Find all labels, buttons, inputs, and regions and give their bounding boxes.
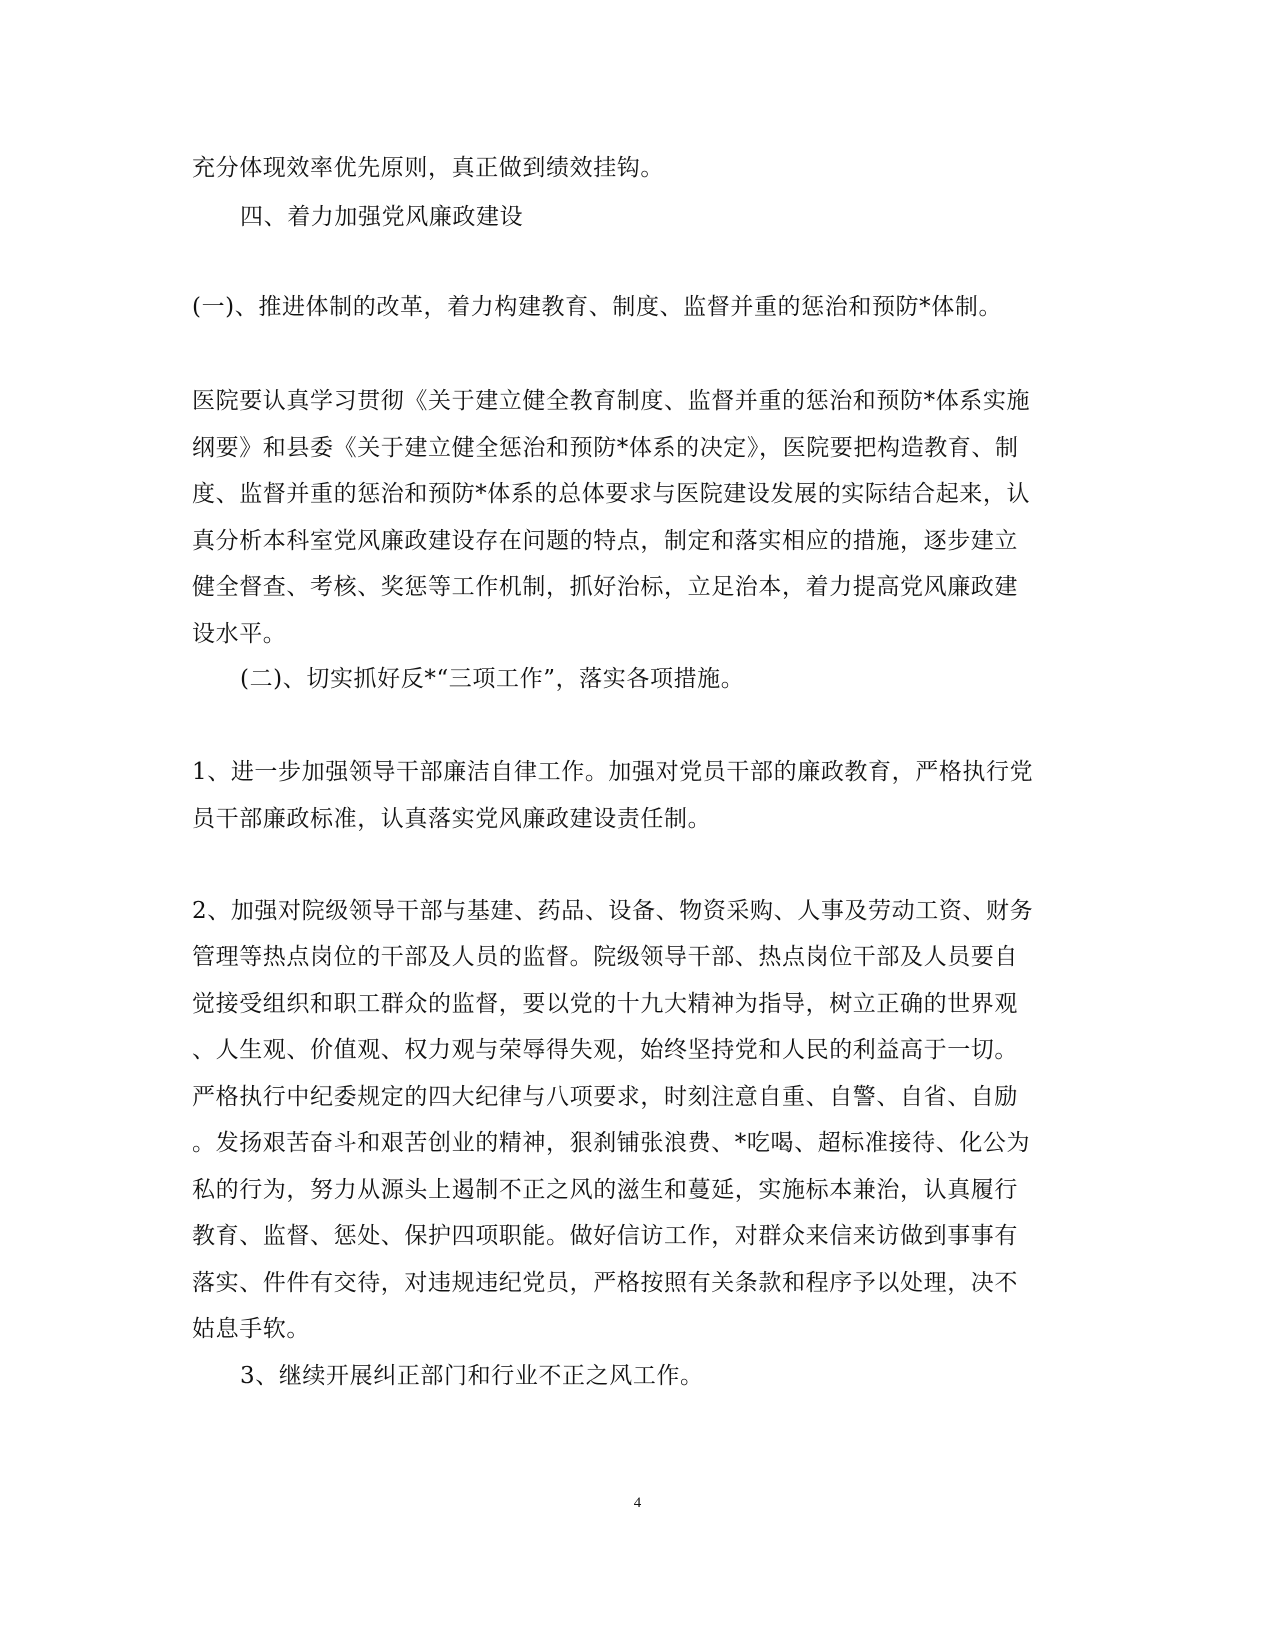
paragraph-line: 医院要认真学习贯彻《关于建立健全教育制度、监督并重的惩治和预防*体系实施: [192, 388, 1031, 414]
paragraph-line: 员干部廉政标准，认真落实党风廉政建设责任制。: [192, 806, 712, 832]
paragraph-line: 觉接受组织和职工群众的监督，要以党的十九大精神为指导，树立正确的世界观: [192, 991, 1018, 1017]
subsection-heading: (一)、推进体制的改革，着力构建教育、制度、监督并重的惩治和预防*体制。: [192, 294, 1003, 320]
paragraph-line: 1、进一步加强领导干部廉洁自律工作。加强对党员干部的廉政教育，严格执行党: [192, 759, 1034, 785]
paragraph-line: 纲要》和县委《关于建立健全惩治和预防*体系的决定》，医院要把构造教育、制: [192, 435, 1019, 461]
paragraph-line: 管理等热点岗位的干部及人员的监督。院级领导干部、热点岗位干部及人员要自: [192, 944, 1018, 970]
paragraph-line: 姑息手软。: [192, 1316, 310, 1342]
paragraph-line: 设水平。: [192, 621, 287, 647]
section-heading: 四、着力加强党风廉政建设: [240, 204, 524, 230]
subsection-heading: (二)、切实抓好反*“三项工作”，落实各项措施。: [240, 666, 745, 692]
paragraph-line: 。发扬艰苦奋斗和艰苦创业的精神，狠刹铺张浪费、*吃喝、超标准接待、化公为: [192, 1130, 1031, 1156]
paragraph-line: 真分析本科室党风廉政建设存在问题的特点，制定和落实相应的措施，逐步建立: [192, 528, 1018, 554]
paragraph-line: 教育、监督、惩处、保护四项职能。做好信访工作，对群众来信来访做到事事有: [192, 1223, 1018, 1249]
paragraph-line: 、人生观、价值观、权力观与荣辱得失观，始终坚持党和人民的利益高于一切。: [192, 1037, 1018, 1063]
page-number: 4: [633, 1495, 642, 1511]
paragraph-line: 私的行为，努力从源头上遏制不正之风的滋生和蔓延，实施标本兼治，认真履行: [192, 1177, 1018, 1203]
paragraph-line: 健全督查、考核、奖惩等工作机制，抓好治标，立足治本，着力提高党风廉政建: [192, 574, 1018, 600]
paragraph-line: 度、监督并重的惩治和预防*体系的总体要求与医院建设发展的实际结合起来，认: [192, 481, 1031, 507]
paragraph-line: 充分体现效率优先原则，真正做到绩效挂钩。: [192, 155, 664, 181]
paragraph-line: 严格执行中纪委规定的四大纪律与八项要求，时刻注意自重、自警、自省、自励: [192, 1084, 1018, 1110]
paragraph-line: 2、加强对院级领导干部与基建、药品、设备、物资采购、人事及劳动工资、财务: [192, 898, 1034, 924]
paragraph-line: 落实、件件有交待，对违规违纪党员，严格按照有关条款和程序予以处理，决不: [192, 1270, 1018, 1296]
paragraph-line: 3、继续开展纠正部门和行业不正之风工作。: [240, 1363, 704, 1389]
